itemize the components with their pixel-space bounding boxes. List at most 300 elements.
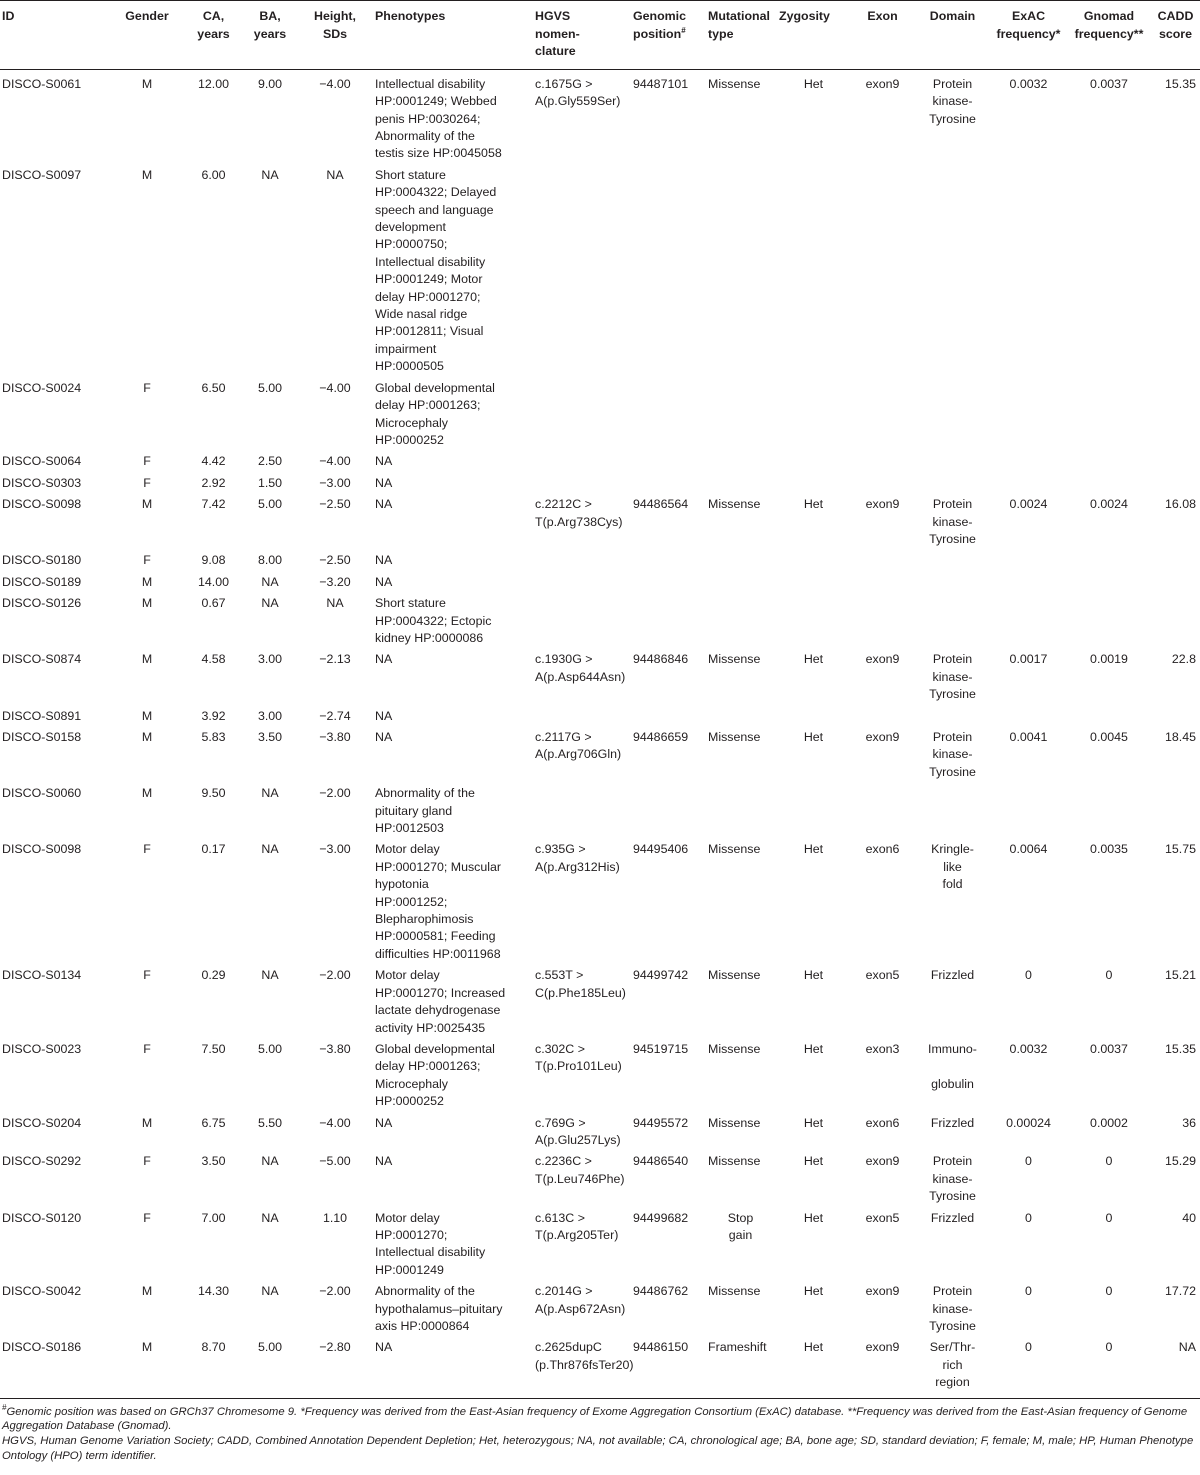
hgvs-cell — [533, 964, 631, 1038]
column-header — [1067, 1, 1153, 70]
domain-cell — [915, 782, 992, 838]
id-cell: DISCO-S0292 — [2, 1154, 82, 1169]
height-cell: −3.80 — [319, 1041, 351, 1056]
ba-cell: NA — [261, 1210, 279, 1225]
domain-cell-line: Tyrosine — [929, 687, 976, 702]
phenotypes-cell — [373, 648, 533, 704]
phenotypes-cell-line: hypothalamus–pituitary — [375, 1301, 503, 1316]
domain-cell-line: Protein — [932, 1154, 973, 1169]
exon-cell: exon9 — [865, 1154, 900, 1169]
exon-cell: exon5 — [865, 1210, 900, 1225]
hgvs-cell-line: c.935G > — [535, 842, 586, 857]
domain-cell-line: Tyrosine — [929, 531, 976, 546]
exac-cell: 0.0017 — [1009, 652, 1048, 667]
height-cell: −2.00 — [319, 786, 351, 801]
cadd-cell: 40 — [1182, 1210, 1196, 1225]
domain-cell — [915, 493, 992, 549]
mutational-type-cell-line: Missense — [708, 842, 761, 857]
ba-cell: 3.50 — [257, 730, 283, 744]
genomic-position-cell: 94486540 — [633, 1154, 689, 1169]
exon-cell: exon9 — [865, 730, 900, 744]
domain-cell — [915, 1112, 992, 1151]
ca-cell: 4.58 — [201, 652, 226, 667]
hgvs-cell — [533, 1280, 631, 1336]
exac-cell: 0 — [1025, 1210, 1032, 1225]
phenotypes-cell — [373, 69, 533, 164]
table-row — [0, 782, 1200, 838]
column-header — [915, 1, 992, 70]
mutational-type-cell-line: Missense — [708, 730, 761, 744]
column-header — [631, 1, 706, 70]
column-header — [852, 1, 915, 70]
gnomad-cell: 0 — [1067, 1336, 1153, 1398]
ca-cell: 12.00 — [197, 76, 229, 91]
gnomad-cell — [1067, 571, 1153, 592]
mutational-type-cell — [706, 838, 777, 964]
column-header — [186, 1, 243, 70]
domain-cell — [915, 705, 992, 726]
gender-cell: M — [141, 76, 153, 91]
gender-cell: F — [143, 380, 151, 395]
column-header — [110, 1, 186, 70]
hgvs-cell — [533, 1112, 631, 1151]
column-header-line: years — [253, 26, 287, 41]
zygosity-cell — [777, 571, 852, 592]
exon-cell — [852, 782, 915, 838]
domain-cell-line: region — [935, 1375, 970, 1390]
genomic-position-cell — [631, 377, 706, 451]
exon-cell: exon5 — [865, 968, 900, 983]
ba-cell: NA — [261, 786, 279, 801]
ba-cell: 2.50 — [257, 454, 283, 469]
phenotypes-cell-line: Abnormality of the — [375, 1284, 475, 1299]
domain-cell — [915, 592, 992, 648]
phenotypes-cell-line: penis HP:0030264; — [375, 111, 481, 126]
gnomad-cell — [1067, 592, 1153, 648]
ca-cell: 6.00 — [201, 167, 226, 182]
id-cell: DISCO-S0874 — [2, 652, 82, 667]
phenotypes-cell — [373, 1150, 533, 1206]
domain-cell-line: Protein — [932, 497, 973, 512]
hgvs-cell — [533, 782, 631, 838]
phenotypes-cell-line: HP:0001270; — [375, 1227, 448, 1242]
id-cell: DISCO-S0064 — [2, 454, 82, 469]
exac-cell: 0 — [1025, 1284, 1032, 1299]
column-header-line: Phenotypes — [375, 9, 446, 23]
exon-cell — [852, 377, 915, 451]
column-header-superscript: # — [681, 25, 686, 35]
domain-cell — [915, 69, 992, 164]
phenotypes-cell — [373, 472, 533, 493]
hgvs-cell-line: c.769G > — [535, 1115, 586, 1130]
ba-cell: 1.50 — [257, 475, 283, 490]
hgvs-cell — [533, 493, 631, 549]
gnomad-cell: 0 — [1105, 1154, 1113, 1169]
exac-cell — [992, 450, 1067, 471]
genomic-position-cell — [631, 472, 706, 493]
gender-cell: F — [143, 553, 151, 568]
column-header-line: Genomic — [633, 9, 687, 23]
column-header — [0, 1, 110, 70]
hgvs-cell-line: c.613C > — [535, 1210, 585, 1225]
phenotypes-cell-line: NA — [375, 1115, 393, 1130]
exac-cell: 0 — [992, 1336, 1067, 1398]
column-header-line: BA, — [259, 9, 281, 23]
genomic-position-cell — [631, 571, 706, 592]
phenotypes-cell-line: HP:0012811; Visual — [375, 324, 484, 339]
exon-cell: exon6 — [865, 842, 900, 857]
exac-cell: 0.00024 — [1006, 1115, 1051, 1130]
id-cell: DISCO-S0303 — [2, 475, 82, 490]
phenotypes-cell — [373, 1038, 533, 1112]
phenotypes-cell-line: delay HP:0001263; — [375, 1059, 481, 1074]
zygosity-cell: Het — [803, 76, 824, 91]
gnomad-cell: 0.0035 — [1090, 842, 1128, 857]
phenotypes-cell — [373, 164, 533, 377]
table-row — [0, 1038, 1200, 1112]
gnomad-cell — [1067, 450, 1153, 471]
zygosity-cell: Het — [803, 652, 824, 667]
cadd-cell: 22.8 — [1171, 652, 1196, 667]
mutational-type-cell-line: Frameshift — [708, 1340, 767, 1355]
table-row — [0, 1207, 1200, 1281]
ba-cell: NA — [261, 968, 279, 983]
ba-cell: 9.00 — [257, 76, 283, 91]
hgvs-cell-line: A(p.Asp672Asn) — [535, 1301, 626, 1316]
domain-cell-line: Frizzled — [930, 1115, 975, 1130]
id-cell: DISCO-S0060 — [2, 786, 82, 801]
exac-cell — [992, 549, 1067, 570]
id-cell: DISCO-S0042 — [2, 1284, 82, 1299]
zygosity-cell: Het — [803, 968, 824, 983]
domain-cell — [915, 648, 992, 704]
hgvs-cell — [533, 571, 631, 592]
phenotypes-cell-line: NA — [375, 1340, 393, 1355]
height-cell: −4.00 — [319, 380, 351, 395]
phenotypes-cell-line: HP:0001270; Increased — [375, 985, 506, 1000]
hgvs-cell-line: T(p.Leu746Phe) — [535, 1171, 625, 1186]
phenotypes-cell-line: hypotonia — [375, 877, 429, 892]
id-cell: DISCO-S0098 — [2, 842, 82, 857]
phenotypes-cell-line: Motor delay — [375, 842, 440, 857]
ba-cell: 5.50 — [257, 1115, 283, 1130]
domain-cell-line: Protein — [932, 730, 973, 744]
id-cell: DISCO-S0061 — [2, 76, 82, 91]
phenotypes-cell-line: HP:0001249 — [375, 1262, 444, 1277]
gender-cell: F — [143, 1210, 151, 1225]
ba-cell: NA — [261, 1154, 279, 1169]
cadd-cell — [1153, 571, 1200, 592]
gender-cell: M — [141, 167, 153, 182]
gender-cell: F — [143, 968, 151, 983]
gender-cell: M — [141, 730, 153, 744]
zygosity-cell: Het — [803, 730, 824, 744]
height-cell: −4.00 — [319, 76, 351, 91]
hgvs-cell — [533, 164, 631, 377]
phenotypes-cell-line: Short stature — [375, 596, 446, 611]
exac-cell — [992, 571, 1067, 592]
height-cell: −3.00 — [319, 475, 351, 490]
phenotypes-cell-line: Motor delay — [375, 968, 440, 983]
ba-cell: 3.00 — [257, 652, 283, 667]
genomic-position-cell: 94486762 — [633, 1284, 689, 1299]
height-cell: −5.00 — [319, 1154, 351, 1169]
phenotypes-cell — [373, 549, 533, 570]
gender-cell: M — [141, 786, 153, 801]
zygosity-cell — [777, 592, 852, 648]
height-cell: −2.50 — [319, 497, 351, 512]
table-row — [0, 571, 1200, 592]
cadd-cell: 36 — [1182, 1115, 1196, 1130]
column-header-line: score — [1158, 26, 1193, 41]
hgvs-cell-line: c.2236C > — [535, 1154, 592, 1169]
column-header-line: nomen- — [535, 26, 580, 41]
phenotypes-cell-line: Short stature — [375, 167, 446, 182]
ba-cell: 5.00 — [243, 1336, 299, 1398]
exac-cell — [992, 377, 1067, 451]
domain-cell-line: kinase- — [932, 1171, 973, 1186]
domain-cell-line: kinase- — [932, 514, 973, 529]
phenotypes-cell-line: NA — [375, 553, 393, 568]
ba-cell: NA — [261, 842, 279, 857]
zygosity-cell: Het — [803, 1284, 824, 1299]
phenotypes-cell-line: testis size HP:0045058 — [375, 146, 502, 161]
column-header — [706, 1, 777, 70]
height-cell: NA — [326, 167, 344, 182]
domain-cell — [915, 1336, 992, 1398]
domain-cell-line: like — [943, 859, 962, 874]
height-cell: −2.00 — [319, 968, 351, 983]
phenotypes-cell-line: NA — [375, 652, 393, 667]
phenotypes-cell — [373, 493, 533, 549]
column-header-line: Mutational — [708, 9, 770, 23]
hgvs-cell — [533, 705, 631, 726]
ca-cell: 0.29 — [201, 968, 226, 983]
cadd-cell — [1153, 705, 1200, 726]
hgvs-cell-line: A(p.Asp644Asn) — [535, 669, 626, 684]
genomic-position-cell: 94487101 — [633, 76, 689, 91]
id-cell: DISCO-S0098 — [2, 497, 82, 512]
gender-cell: F — [143, 1041, 151, 1056]
height-cell: −2.74 — [319, 708, 351, 723]
phenotypes-cell-line: Blepharophimosis — [375, 912, 474, 927]
hgvs-cell-line: A(p.Glu257Lys) — [535, 1132, 621, 1147]
phenotypes-cell-line: HP:0000750; — [375, 237, 448, 252]
cadd-cell: 15.35 — [1164, 1041, 1196, 1056]
exon-cell — [852, 472, 915, 493]
gnomad-cell: 0.0024 — [1090, 497, 1128, 512]
phenotypes-cell-line: HP:0000581; Feeding — [375, 929, 496, 944]
phenotypes-cell — [373, 377, 533, 451]
ba-cell: NA — [261, 574, 279, 589]
domain-cell — [915, 472, 992, 493]
ba-cell: NA — [261, 596, 279, 611]
phenotypes-cell-line: NA — [375, 708, 393, 723]
phenotypes-cell — [373, 705, 533, 726]
phenotypes-cell-line: Wide nasal ridge — [375, 307, 468, 322]
domain-cell-line: rich — [942, 1357, 963, 1372]
column-header-line: type — [708, 26, 734, 41]
phenotypes-cell-line: development — [375, 220, 446, 235]
column-header — [992, 1, 1067, 70]
table-row — [0, 1150, 1200, 1206]
id-cell: DISCO-S0158 — [2, 730, 82, 744]
id-cell: DISCO-S0186 — [0, 1336, 110, 1398]
hgvs-cell — [533, 1150, 631, 1206]
column-header — [299, 1, 373, 70]
phenotypes-cell-line: NA — [375, 497, 393, 512]
exon-cell — [852, 571, 915, 592]
exon-cell — [852, 592, 915, 648]
phenotypes-cell — [373, 782, 533, 838]
id-cell: DISCO-S0891 — [2, 708, 82, 723]
phenotypes-cell — [373, 838, 533, 964]
phenotypes-cell — [373, 1336, 533, 1398]
column-header-line: Height, — [314, 9, 356, 23]
genomic-position-cell: 94486564 — [633, 497, 689, 512]
phenotypes-cell-line: HP:0001270; Muscular — [375, 859, 502, 874]
exac-cell — [992, 705, 1067, 726]
gnomad-cell — [1067, 782, 1153, 838]
hgvs-cell-line: A(p.Gly559Ser) — [535, 94, 621, 109]
domain-cell — [915, 549, 992, 570]
domain-cell-line: kinase- — [932, 1301, 973, 1316]
zygosity-cell — [777, 472, 852, 493]
cadd-cell: NA — [1153, 1336, 1200, 1398]
exac-cell: 0 — [1025, 968, 1032, 983]
phenotypes-cell-line: HP:0012503 — [375, 821, 444, 836]
phenotypes-cell-line: difficulties HP:0011968 — [375, 946, 501, 961]
exac-cell: 0.0024 — [1009, 497, 1048, 512]
zygosity-cell — [777, 705, 852, 726]
id-cell: DISCO-S0126 — [2, 596, 82, 611]
hgvs-cell-line: T(p.Arg205Ter) — [535, 1227, 619, 1242]
table-row — [0, 838, 1200, 964]
hgvs-cell-line: c.2117G > — [535, 730, 592, 744]
gnomad-cell: 0.0037 — [1090, 1041, 1128, 1056]
column-header-line: clature — [535, 44, 576, 59]
cadd-cell: 15.75 — [1164, 842, 1196, 857]
gnomad-cell — [1067, 164, 1153, 377]
phenotypes-cell — [373, 1207, 533, 1281]
phenotypes-cell-line: lactate dehydrogenase — [375, 1003, 501, 1018]
ca-cell: 7.00 — [201, 1210, 226, 1225]
height-cell: NA — [326, 596, 344, 611]
ca-cell: 3.92 — [201, 708, 226, 723]
height-cell: 1.10 — [322, 1210, 348, 1225]
mutational-type-cell-line: Missense — [708, 1041, 761, 1056]
domain-cell-line: Tyrosine — [929, 764, 976, 779]
column-header-line: CA, — [202, 9, 225, 23]
gender-cell: M — [141, 574, 153, 589]
genomic-position-cell — [631, 450, 706, 471]
domain-cell-line: globulin — [931, 1076, 974, 1091]
hgvs-cell — [533, 69, 631, 164]
mutational-type-cell — [706, 1336, 777, 1398]
hgvs-cell-line: A(p.Arg706Gln) — [535, 747, 622, 762]
column-header — [1153, 1, 1200, 70]
cadd-cell: 15.29 — [1164, 1154, 1196, 1169]
mutational-type-cell — [706, 1112, 777, 1151]
ca-cell: 7.42 — [201, 497, 226, 512]
table-row — [0, 1112, 1200, 1151]
mutational-type-cell — [706, 450, 777, 471]
domain-cell — [915, 964, 992, 1038]
mutational-type-cell-line: gain — [728, 1227, 753, 1242]
domain-cell-line: Tyrosine — [929, 1189, 976, 1204]
gender-cell: M — [141, 497, 153, 512]
genomic-position-cell: 94495572 — [633, 1115, 689, 1130]
zygosity-cell: Het — [803, 1115, 824, 1130]
mutational-type-cell — [706, 1038, 777, 1112]
phenotypes-cell-line: delay HP:0001263; — [375, 398, 481, 413]
phenotypes-cell-line: HP:0001249; Motor — [375, 272, 483, 287]
genomic-position-cell — [631, 782, 706, 838]
phenotypes-cell-line: NA — [375, 1154, 393, 1169]
cadd-cell: 16.08 — [1164, 497, 1196, 512]
table-body — [0, 69, 1200, 1398]
table-row — [0, 69, 1200, 164]
id-cell: DISCO-S0024 — [2, 380, 82, 395]
id-cell: DISCO-S0204 — [2, 1115, 82, 1130]
mutational-type-cell — [706, 549, 777, 570]
phenotypes-cell — [373, 1280, 533, 1336]
hgvs-cell-line: (p.Thr876fsTer20) — [535, 1357, 634, 1372]
gnomad-cell — [1067, 472, 1153, 493]
phenotypes-cell-line: impairment — [375, 341, 437, 356]
gender-cell: F — [143, 842, 151, 857]
genomic-position-cell: 94495406 — [633, 842, 689, 857]
exon-cell: exon9 — [852, 1336, 915, 1398]
column-header-line: Exon — [867, 9, 898, 23]
gnomad-cell — [1067, 377, 1153, 451]
gnomad-cell: 0.0045 — [1090, 730, 1128, 744]
table-header — [0, 1, 1200, 70]
phenotypes-cell-line: speech and language — [375, 202, 494, 217]
height-cell: −4.00 — [319, 1115, 351, 1130]
phenotypes-cell-line: Abnormality of the — [375, 786, 475, 801]
height-cell: −3.20 — [319, 574, 351, 589]
table-row — [0, 705, 1200, 726]
mutational-type-cell-line: Missense — [708, 1154, 761, 1169]
phenotypes-cell-line: HP:0004322; Delayed — [375, 185, 497, 200]
mutational-type-cell — [706, 964, 777, 1038]
phenotypes-cell — [373, 726, 533, 782]
exac-cell: 0.0041 — [1009, 730, 1048, 744]
exon-cell — [852, 549, 915, 570]
zygosity-cell: Het — [803, 1154, 824, 1169]
height-cell: −2.00 — [319, 1284, 351, 1299]
phenotypes-cell-line: HP:0004322; Ectopic — [375, 613, 492, 628]
gender-cell: M — [141, 708, 153, 723]
domain-cell-line: Protein — [932, 652, 973, 667]
hgvs-cell-line: T(p.Arg738Cys) — [535, 514, 623, 529]
ca-cell: 5.83 — [201, 730, 226, 744]
cadd-cell — [1153, 164, 1200, 377]
footnote-line-1: Genomic position was based on GRCh37 Chromesome 9. *Frequency was derived from the East-Asian frequency of Exome Aggregation Consortium (ExAC) database. **Frequency was derived from the East-Asian frequency of Genome Aggregation Database (Gnomad). — [2, 1405, 1188, 1433]
phenotypes-cell-line: Global developmental — [375, 1041, 495, 1056]
table-row — [0, 450, 1200, 471]
gnomad-cell: 0 — [1105, 1284, 1113, 1299]
domain-cell — [915, 1280, 992, 1336]
hgvs-cell-line: c.2212C > — [535, 497, 592, 512]
phenotypes-cell — [373, 592, 533, 648]
domain-cell — [915, 838, 992, 964]
domain-cell — [915, 571, 992, 592]
mutational-type-cell — [706, 592, 777, 648]
zygosity-cell: Het — [777, 1336, 852, 1398]
hgvs-cell — [533, 549, 631, 570]
